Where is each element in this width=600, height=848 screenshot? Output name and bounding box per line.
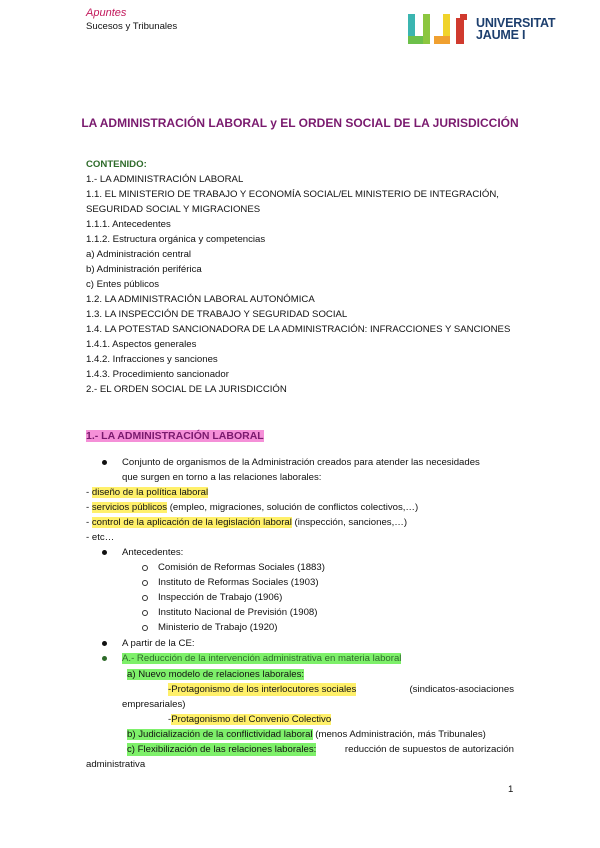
bullet-1-cont: que surgen en torno a las relaciones laborales:	[122, 472, 322, 483]
toc-item: c) Entes públicos	[86, 279, 160, 290]
bullet-ce: A partir de la CE:	[122, 638, 195, 649]
header-category: Apuntes	[86, 7, 127, 19]
logo-line2: JAUME I	[476, 28, 526, 42]
toc-item: 1.- LA ADMINISTRACIÓN LABORAL	[86, 174, 244, 185]
bullet-a-heading: A.- Reducción de la intervención administrativa en materia laboral	[122, 653, 402, 664]
toc-item: 1.1.2. Estructura orgánica y competencias	[86, 234, 266, 245]
item-c-cont: administrativa	[86, 759, 146, 770]
bullet-1: Conjunto de organismos de la Administración creados para atender las necesidades	[122, 456, 514, 469]
item-c: c) Flexibilización de las relaciones laborales: reducción de supuestos de autorización	[127, 744, 514, 755]
page-number: 1	[508, 784, 514, 795]
item-p2: -Protagonismo del Convenio Colectivo	[168, 714, 332, 725]
toc-item: 2.- EL ORDEN SOCIAL DE LA JURISDICCIÓN	[86, 384, 287, 395]
toc-item: 1.1. EL MINISTERIO DE TRABAJO Y ECONOMÍA SOCIAL/EL MINISTERIO DE INTEGRACIÓN,	[86, 189, 499, 200]
dash-3: - control de la aplicación de la legislación laboral (inspección, sanciones,…)	[86, 517, 408, 528]
antecedente-item: Comisión de Reformas Sociales (1883)	[158, 562, 325, 573]
item-a1: a) Nuevo modelo de relaciones laborales:	[127, 669, 305, 680]
toc-item: a) Administración central	[86, 249, 192, 260]
bullet-antecedentes: Antecedentes:	[122, 547, 184, 558]
toc-item: 1.4. LA POTESTAD SANCIONADORA DE LA ADMINISTRACIÓN: INFRACCIONES Y SANCIONES	[86, 324, 511, 335]
toc-item: SEGURIDAD SOCIAL Y MIGRACIONES	[86, 204, 261, 215]
toc-item: 1.4.2. Infracciones y sanciones	[86, 354, 218, 365]
antecedente-item: Inspección de Trabajo (1906)	[158, 592, 283, 603]
header-subtitle: Sucesos y Tribunales	[86, 21, 178, 32]
dash-4: - etc…	[86, 532, 115, 543]
contents-heading: CONTENIDO:	[86, 159, 147, 170]
logo-line1: UNIVERSITAT	[476, 16, 556, 30]
item-b: b) Judicialización de la conflictividad laboral (menos Administración, más Tribunales)	[127, 729, 486, 740]
toc-item: 1.1.1. Antecedentes	[86, 219, 171, 230]
toc-item: b) Administración periférica	[86, 264, 202, 275]
toc-item: 1.4.3. Procedimiento sancionador	[86, 369, 229, 380]
highlight: diseño de la política laboral	[91, 487, 209, 498]
document-title: LA ADMINISTRACIÓN LABORAL y EL ORDEN SOCIAL DE LA JURISDICCIÓN	[81, 116, 519, 130]
antecedente-item: Ministerio de Trabajo (1920)	[158, 622, 278, 633]
dash-1: - diseño de la política laboral	[86, 487, 209, 498]
dash-2: - servicios públicos (empleo, migraciones, solución de conflictos colectivos,…)	[86, 502, 419, 513]
item-p1-cont: empresariales)	[122, 699, 186, 710]
antecedente-item: Instituto de Reformas Sociales (1903)	[158, 577, 319, 588]
item-p1: -Protagonismo de los interlocutores sociales (sindicatos-asociaciones	[168, 684, 514, 695]
section-heading: 1.- LA ADMINISTRACIÓN LABORAL	[86, 430, 264, 442]
uji-logo-icon	[408, 14, 470, 44]
antecedente-item: Instituto Nacional de Previsión (1908)	[158, 607, 318, 618]
university-logo	[408, 14, 555, 44]
toc-item: 1.2. LA ADMINISTRACIÓN LABORAL AUTONÓMICA	[86, 294, 315, 305]
toc-item: 1.3. LA INSPECCIÓN DE TRABAJO Y SEGURIDAD SOCIAL	[86, 309, 348, 320]
toc-item: 1.4.1. Aspectos generales	[86, 339, 197, 350]
